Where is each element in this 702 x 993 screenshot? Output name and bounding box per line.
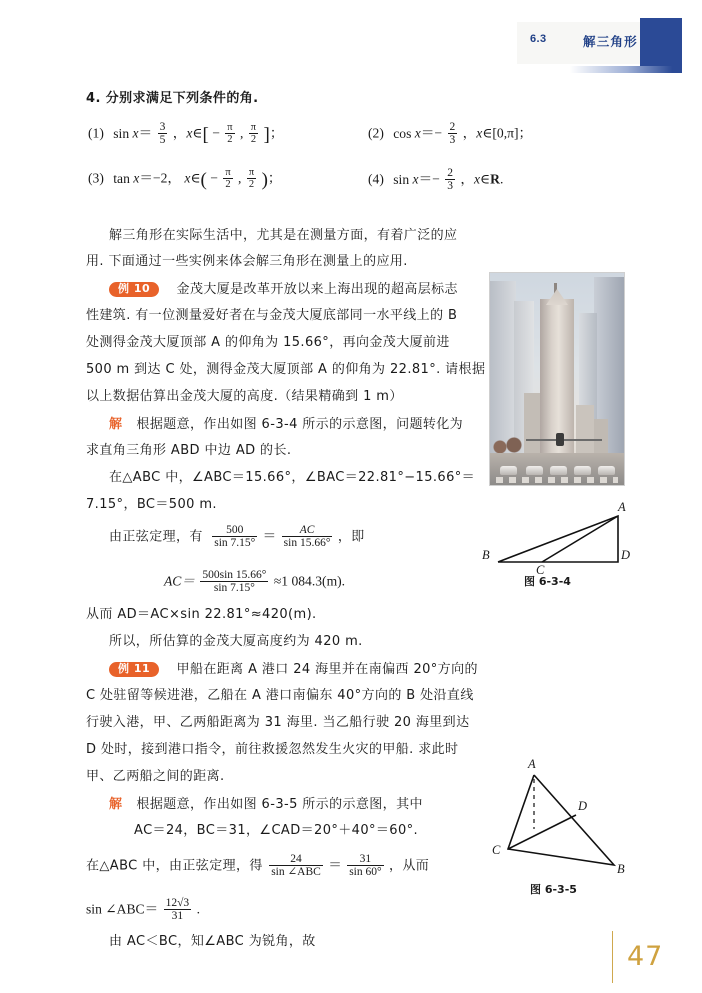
header-section-title: 解三角形 [583,34,638,49]
figure-label-B: B [617,862,625,876]
fraction-3-5: $\frac{3}{5}$ [159,121,166,147]
example-10-line-4: 500 m 到达 C 处，测得金茂大厦顶部 A 的仰角为 22.81°. 请根据 [86,362,486,377]
example-11-badge: 例 11 [109,662,159,677]
example-11-given: AC＝24，BC＝31，∠CAD＝20°＋40°＝60°. [134,823,419,838]
fraction-pi-2: $\frac{\pi}{2}$ [227,122,233,146]
item-label: (1) [88,125,104,141]
figure-label-A: A [528,757,536,771]
item-label: (4) [368,171,384,187]
page-header [0,0,702,90]
example-10-sine-law: 由正弦定理，有 $\frac{500}{\sin 7.15^\circ}$ ＝ $\frac{AC}{\sin 15.66^\circ}$ ，即 [109,524,365,550]
jin-mao-tower-photo [489,272,625,486]
law-prefix: 在△ABC 中，由正弦定理，得 [86,858,263,874]
figure-label-C: C [536,563,545,577]
example-11-sin-result [86,898,200,923]
fraction-pi-2: $\frac{\pi}{2}$ [225,167,231,191]
law-prefix: 由正弦定理，有 [109,529,203,545]
fraction-ac-sin1566: $\frac{AC}{\sin 15.66^\circ}$ [283,524,331,550]
triangle-acb [508,775,614,865]
solution-line-1: 根据题意，作出如图 6-3-5 所示的示意图，其中 [136,797,423,812]
item-label: (3) [88,170,104,186]
photo-car [598,466,615,475]
law-suffix: ，从而 [389,858,430,874]
exercise-item-1: (1) sin x＝ $\frac{3}{5}$ ，x∈[ − $\frac{\pi}{2}$ , $\frac{\pi}{2}$ ]； [88,121,284,147]
sin-label: sin ∠ABC＝ [86,901,159,917]
example-11-header [109,662,478,678]
example-11-sine-law: 在△ABC 中，由正弦定理，得 24 sin ∠ABC ＝ $\frac{31}{\sin 60^\circ}$ ，从而 [86,853,430,879]
figure-label-B: B [482,548,490,562]
example-11-line-1: 甲船在距离 A 港口 24 海里并在南偏西 20°方向的 [176,662,478,677]
example-10-solution-line-3: 在△ABC 中，∠ABC＝15.66°，∠BAC＝22.81°−15.66°＝ [109,470,476,485]
triangle-abd [498,516,618,562]
solution-marker: 解 [109,797,123,812]
figure-6-3-5-svg [490,757,670,882]
figure-label-C: C [492,843,501,857]
photo-signal-bar [526,439,602,441]
example-10-line-1: 金茂大厦是改革开放以来上海出现的超高层标志 [176,282,458,297]
example-11-line-2: C 处驻留等候进港，乙船在 A 港口南偏东 40°方向的 B 处沿直线 [86,688,474,703]
ac-result: ≈1 084.3(m). [273,573,346,589]
figure-6-3-5 [490,757,670,882]
example-11-last-line: 由 AC＜BC，知∠ABC 为锐角，故 [109,934,316,949]
fraction-ac-value: $\frac{500\sin 15.66^\circ}{\sin 7.15^\circ}$ [202,569,267,595]
exercise-prompt: 分别求满足下列条件的角. [105,91,259,106]
photo-car [550,466,567,475]
figure-6-3-5-caption: 图 6-3-5 [530,883,577,896]
example-10-ac-equation [164,570,345,595]
intro-line-2: 用. 下面通过一些实例来体会解三角形在测量上的应用. [86,254,408,269]
header-blue-block [640,18,682,72]
exercise-item-2: (2) cos x＝− $\frac{2}{3}$ ，x∈[0,π]； [368,121,533,147]
example-10-line-3: 处测得金茂大厦顶部 A 的仰角为 15.66°，再向金茂大厦前进 [86,335,450,350]
exercise-number: 4. [86,91,101,106]
figure-6-3-4-caption: 图 6-3-4 [524,575,571,588]
example-10-line-2: 性建筑. 有一位测量爱好者在与金茂大厦底部同一水平线上的 B [86,308,458,323]
fraction-31-sin60: $\frac{31}{\sin 60^\circ}$ [349,853,382,879]
header-gradient-rule [560,66,682,73]
photo-building-left [490,281,516,457]
photo-car [574,466,591,475]
figure-label-A: A [618,500,626,514]
figure-label-D: D [621,548,631,562]
example-11-line-3: 行驶入港，甲、乙两船距离为 31 海里. 当乙船行驶 20 海里到达 [86,715,470,730]
example-10-line-5: 以上数据估算出金茂大厦的高度.（结果精确到 1 m） [86,389,403,404]
example-10-ad-line: 从而 AD＝AC×sin 22.81°≈420(m). [86,607,317,622]
page-number: 47 [627,941,664,972]
example-10-solution-line-4: 7.15°，BC＝500 m. [86,497,217,512]
law-suffix: ，即 [337,529,365,545]
fraction-2-3: $\frac{2}{3}$ [447,167,453,193]
example-10-badge: 例 10 [109,282,159,297]
segment-ca [542,516,618,562]
example-10-conclusion: 所以，所估算的金茂大厦高度约为 420 m. [109,634,363,649]
fraction-pi-2: $\frac{\pi}{2}$ [248,167,255,191]
exercise-item-3: (3) tan x＝−2， x∈( − $\frac{\pi}{2}$ , $\frac{\pi}{2}$ )； [88,167,282,191]
exercise-heading [86,92,258,105]
photo-car [500,466,517,475]
example-10-header [109,282,458,298]
photo-crosswalk [496,477,618,483]
solution-marker: 解 [109,417,123,432]
example-11-line-4: D 处时，接到港口指令，前往救援忽然发生火灾的甲船. 求此时 [86,742,459,757]
item-label: (2) [368,125,384,141]
figure-label-D: D [578,799,588,813]
photo-building-mid-3 [594,419,608,457]
ac-label: AC＝ [164,573,195,589]
fraction-2-3: $\frac{2}{3}$ [449,121,456,147]
example-10-solution-line-2: 求直角三角形 ABD 中边 AD 的长. [86,443,292,458]
example-10-solution-start [109,417,463,431]
intro-line-1: 解三角形在实际生活中，尤其是在测量方面，有着广泛的应 [109,228,458,243]
fraction-pi-2: $\frac{\pi}{2}$ [250,122,257,146]
header-section-number: 6.3 [530,33,547,45]
photo-traffic-light [556,433,564,446]
solution-line-1: 根据题意，作出如图 6-3-4 所示的示意图，问题转化为 [136,417,464,432]
example-11-solution-start [109,797,423,811]
fraction-24-sinabc: 24 sin ∠ABC [271,853,321,879]
sin-tail: . [196,901,200,917]
example-11-line-5: 甲、乙两船之间的距离. [86,769,225,784]
photo-building-mid-2 [576,405,594,457]
exercise-item-4: (4) sin x＝− $\frac{2}{3}$ ，x∈R. [368,167,504,193]
photo-car [526,466,543,475]
fraction-12root3-31: $\frac{12√3}{31}$ [165,897,190,923]
fraction-500-sin715: $\frac{500}{\sin 7.15^\circ}$ [214,524,256,550]
page-number-rule [612,931,613,983]
